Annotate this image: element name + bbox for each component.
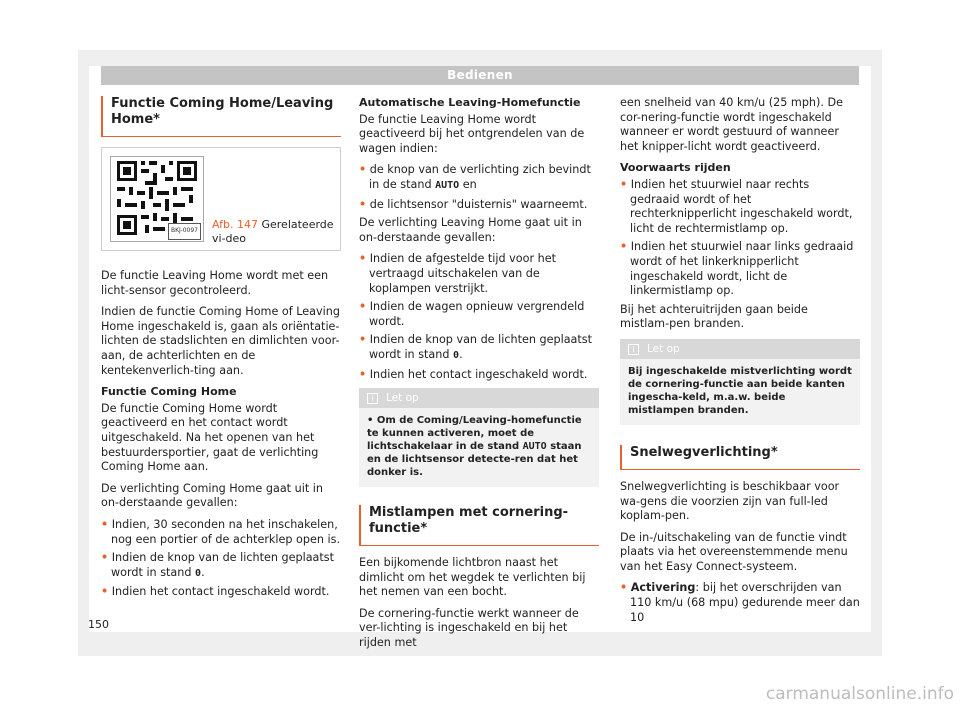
- subheading: Voorwaarts rijden: [620, 161, 731, 175]
- paragraph: een snelheid van 40 km/u (25 mph). De cor-nering-functie wordt ingeschakeld wanneer er wordt gestuurd of wanneer het knipper-licht wordt geactiveerd.: [620, 96, 843, 153]
- paragraph: De functie Coming Home wordt geactiveerd en het contact wordt uitgeschakeld. Na het openen van het bestuurdersportier, gaat de verlichting Coming Home aan.: [101, 401, 319, 474]
- qr-code[interactable]: [110, 156, 204, 242]
- note-header: i Let op: [359, 388, 599, 408]
- paragraph: Snelwegverlichting is beschikbaar voor wa-gens die voorzien zijn van full-led koplam-pen.: [620, 479, 840, 523]
- list-item: • de knop van de verlichting zich bevindt in de stand AUTO en: [359, 163, 591, 191]
- column-3: [620, 96, 860, 629]
- figure-number: Afb. 147: [212, 218, 258, 231]
- section-title-highway: Snelwegverlichting*: [620, 445, 860, 470]
- watermark: carmanualsonline.info: [765, 684, 954, 704]
- info-icon: i: [628, 344, 639, 355]
- section-header: Bedienen: [101, 66, 859, 85]
- note-body: Bij ingeschakelde mistverlichting wordt de cornering-functie aan beide kanten ingescha-keld, m.a.w. beide mistlampen branden.: [628, 365, 852, 416]
- column-1: [101, 96, 341, 604]
- paragraph: De verlichting Coming Home gaat uit in on-derstaande gevallen:: [101, 481, 323, 510]
- paragraph: De cornering-functie werkt wanneer de ver-lichting is ingeschakeld en bij het rijden met: [359, 606, 579, 650]
- list-item: • Indien de knop van de lichten geplaatst wordt in stand 0.: [101, 551, 335, 579]
- light-switch-symbol: AUTO: [522, 441, 547, 453]
- list-item: • Indien het stuurwiel naar rechts gedraaid wordt of het rechterknipperlicht ingeschakeld wordt, licht de rechtermistlamp op.: [620, 177, 853, 235]
- section-title-coming-home: Functie Coming Home/Leaving Home*: [101, 96, 341, 137]
- figure-147: [101, 147, 341, 251]
- list-item: • Indien de wagen opnieuw vergrendeld wordt.: [359, 300, 585, 328]
- list-item: • Indien het contact ingeschakeld wordt.: [359, 367, 588, 381]
- note-box: [359, 388, 599, 487]
- section-title-cornering: Mistlampen met cornering-functie*: [359, 505, 599, 546]
- qr-label: BKJ-0097: [168, 223, 201, 240]
- figure-caption: [212, 218, 336, 246]
- list-item: • de lichtsensor "duisternis" waarneemt.: [359, 197, 588, 211]
- paragraph: De functie Leaving Home wordt met een licht-sensor gecontroleerd.: [101, 269, 329, 297]
- paragraph: De functie Leaving Home wordt geactiveerd bij het ontgrendelen van de wagen indien:: [359, 112, 585, 155]
- paragraph: Bij het achteruitrijden gaan beide mistlam-pen branden.: [620, 302, 808, 331]
- note-box: [620, 339, 860, 425]
- list-item: • Indien het stuurwiel naar links gedraaid wordt of het linkerknipperlicht ingeschakeld wordt, licht de linkermistlamp op.: [620, 240, 854, 298]
- paragraph: Indien de functie Coming Home of Leaving Home ingeschakeld is, gaan als oriëntatie-lichten de stadslichten en dimlichten voor-aan, de achterlichten en de kentekenverlich-ting aan.: [101, 305, 340, 377]
- list-item: • Indien het contact ingeschakeld wordt.: [101, 585, 330, 599]
- subheading: Automatische Leaving-Homefunctie: [359, 96, 581, 109]
- list-item: • Activering: bij het overschrijden van 110 km/u (68 mpu) gedurende meer dan 10: [620, 581, 860, 624]
- paragraph: De verlichting Leaving Home gaat uit in on-derstaande gevallen:: [359, 216, 582, 244]
- figure-caption-text: Gerelateerde vi-deo: [212, 218, 334, 245]
- light-switch-symbol: AUTO: [435, 179, 460, 191]
- light-switch-symbol: 0: [453, 349, 460, 361]
- page-number: 150: [88, 618, 109, 631]
- paragraph: De in-/uitschakeling van de functie vindt plaats via het overeenstemmende menu van het Easy Connect-systeem.: [620, 530, 848, 573]
- note-body: • Om de Coming/Leaving-homefunctie te kunnen activeren, moet de lichtschakelaar in de stand AUTO staan en de lichtsensor detecte-ren dat het donker is.: [367, 415, 582, 479]
- column-2: [359, 96, 599, 658]
- paragraph: Een bijkomende lichtbron naast het dimlicht om het wegdek te verlichten bij het nemen van een bocht.: [359, 556, 586, 599]
- note-header: i Let op: [620, 339, 860, 359]
- list-item: • Indien de afgestelde tijd voor het vertraagd uitschakelen van de koplampen verstrijkt.: [359, 252, 557, 295]
- list-item: • Indien, 30 seconden na het inschakelen, nog een portier of de achterklep open is.: [101, 517, 341, 546]
- subheading: Functie Coming Home: [101, 385, 237, 399]
- light-switch-symbol: 0: [195, 567, 202, 579]
- list-item: • Indien de knop van de lichten geplaatst wordt in stand 0.: [359, 333, 593, 361]
- info-icon: i: [367, 393, 378, 404]
